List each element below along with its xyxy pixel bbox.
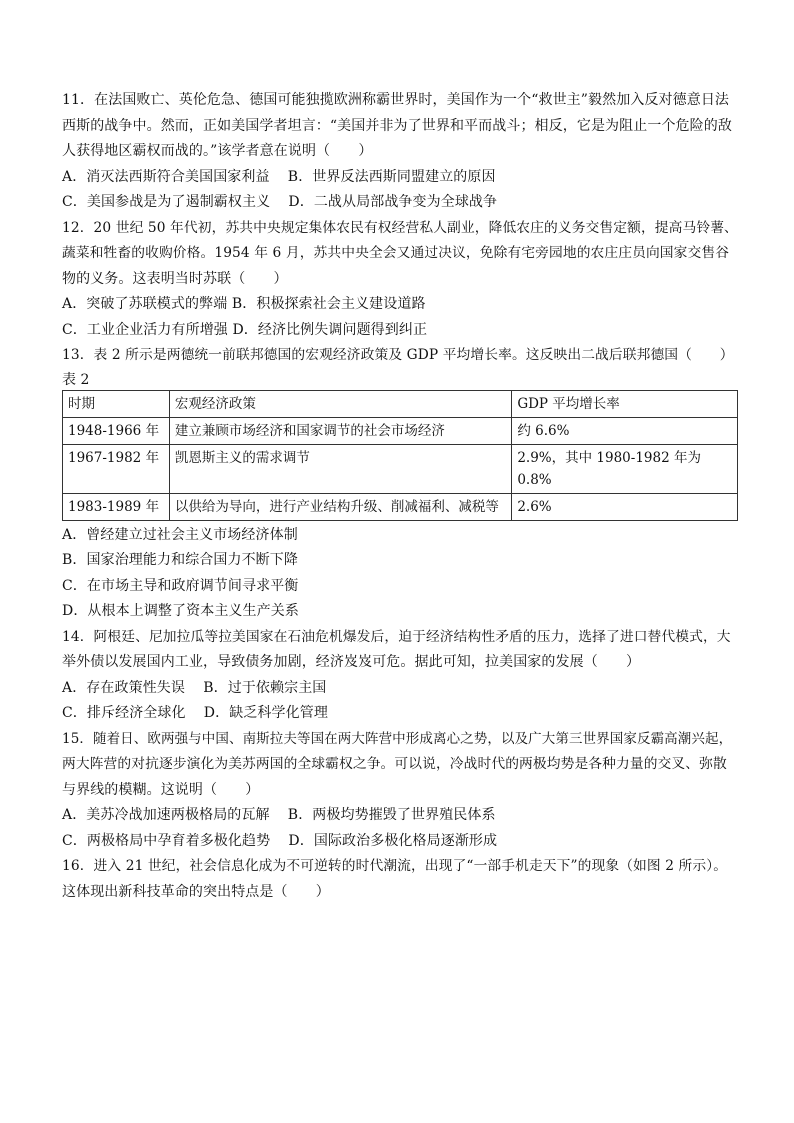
table-cell: 凯恩斯主义的需求调节 [169, 444, 511, 493]
option-line: D．从根本上调整了资本主义生产关系 [62, 603, 299, 619]
option-line: A．存在政策性失误 B．过于依赖宗主国 [62, 679, 327, 696]
question-text-line: 西斯的战争中。然而，正如美国学者坦言：“美国并非为了世界和平而战斗；相反，它是为阻止一个危险的敌 [62, 117, 732, 134]
table-header-cell: GDP 平均增长率 [512, 390, 738, 417]
table-header-row [63, 390, 738, 417]
table-caption: 表 2 [62, 371, 90, 388]
option-line: A．美苏冷战加速两极格局的瓦解 B．两极均势摧毁了世界殖民体系 [62, 807, 496, 823]
table-cell: 1967-1982 年 [63, 444, 170, 493]
question-text-line: 人获得地区霸权而战的。”该学者意在说明（ ） [62, 143, 373, 159]
table-cell: 建立兼顾市场经济和国家调节的社会市场经济 [169, 417, 511, 444]
answer-options [62, 676, 738, 727]
question-text-line: 12．20 世纪 50 年代初，苏共中央规定集体农民有权经营私人副业，降低农庄的义务交售定额，提高马铃薯、 [62, 219, 738, 236]
option-line: A．突破了苏联模式的弊端 B．积极探索社会主义建设道路 [62, 296, 426, 312]
option-line: C．排斥经济全球化 D．缺乏科学化管理 [62, 705, 328, 721]
option-line: A．消灭法西斯符合美国国家利益 B．世界反法西斯同盟建立的原因 [62, 168, 496, 185]
question-text-line: 14．阿根廷、尼加拉瓜等拉美国家在石油危机爆发后，迫于经济结构性矛盾的压力，选择了进口替代模式，大 [62, 628, 731, 645]
answer-options [62, 292, 738, 343]
table-row [63, 417, 738, 444]
question-15 [62, 727, 738, 855]
table-cell: 1948-1966 年 [63, 417, 170, 444]
question-text-line: 11．在法国败亡、英伦危急、德国可能独揽欧洲称霸世界时，美国作为一个“救世主”毅然加入反对德意日法 [62, 92, 730, 108]
question-list [62, 88, 738, 905]
option-line: B．国家治理能力和综合国力不断下降 [62, 552, 298, 568]
question-13 [62, 343, 738, 625]
question-text-line: 16．进入 21 世纪，社会信息化成为不可逆转的时代潮流，出现了“一部手机走天下”的现象（如图 2 所示）。 [62, 858, 728, 874]
answer-options [62, 165, 738, 216]
answer-options [62, 523, 738, 625]
question-text-line: 15．随着日、欧两强与中国、南斯拉夫等国在两大阵营中形成离心之势，以及广大第三世界国家反霸高潮兴起， [62, 730, 733, 747]
option-line: A．曾经建立过社会主义市场经济体制 [62, 526, 298, 543]
table-cell: 以供给为导向，进行产业结构升级、削减福利、减税等 [169, 493, 511, 520]
question-text-line: 蔬菜和牲畜的收购价格。1954 年 6 月，苏共中央全会又通过决议，免除有宅旁园地的农庄庄员向国家交售谷 [62, 245, 730, 261]
question-text-line: 这体现出新科技革命的突出特点是（ ） [62, 883, 330, 900]
option-line: C．工业企业活力有所增强 D．经济比例失调问题得到纠正 [62, 321, 428, 338]
question-14 [62, 625, 738, 727]
option-line: C．在市场主导和政府调节间寻求平衡 [62, 577, 299, 594]
question-text-line: 与界线的模糊。这说明（ ） [62, 781, 260, 798]
answer-options [62, 803, 738, 854]
policy-table [62, 390, 738, 521]
table-row [63, 493, 738, 520]
question-text-line: 举外债以发展国内工业，导致债务加剧，经济岌岌可危。据此可知，拉美国家的发展（ ） [62, 654, 641, 670]
question-text-line: 两大阵营的对抗逐步演化为美苏两国的全球霸权之争。可以说，冷战时代的两极均势是各种力量的交叉、弥散 [62, 756, 727, 772]
table-cell: 约 6.6% [512, 417, 738, 444]
question-16 [62, 854, 738, 905]
table-header-cell: 时期 [63, 390, 170, 417]
table-cell: 2.6% [512, 493, 738, 520]
table-row [63, 444, 738, 493]
table-cell: 2.9%，其中 1980-1982 年为 0.8% [512, 444, 738, 493]
question-text-line: 物的义务。这表明当时苏联（ ） [62, 270, 288, 287]
question-12 [62, 216, 738, 344]
option-line: C．两极格局中孕育着多极化趋势 D．国际政治多极化格局逐渐形成 [62, 832, 498, 849]
table-cell: 1983-1989 年 [63, 493, 170, 520]
option-line: C．美国参战是为了遏制霸权主义 D．二战从局部战争变为全球战争 [62, 194, 498, 210]
table-header-cell: 宏观经济政策 [169, 390, 511, 417]
question-text-line: 13．表 2 所示是两德统一前联邦德国的宏观经济政策及 GDP 平均增长率。这反映出二战后联邦德国（ ） [62, 347, 734, 363]
question-11 [62, 88, 738, 216]
